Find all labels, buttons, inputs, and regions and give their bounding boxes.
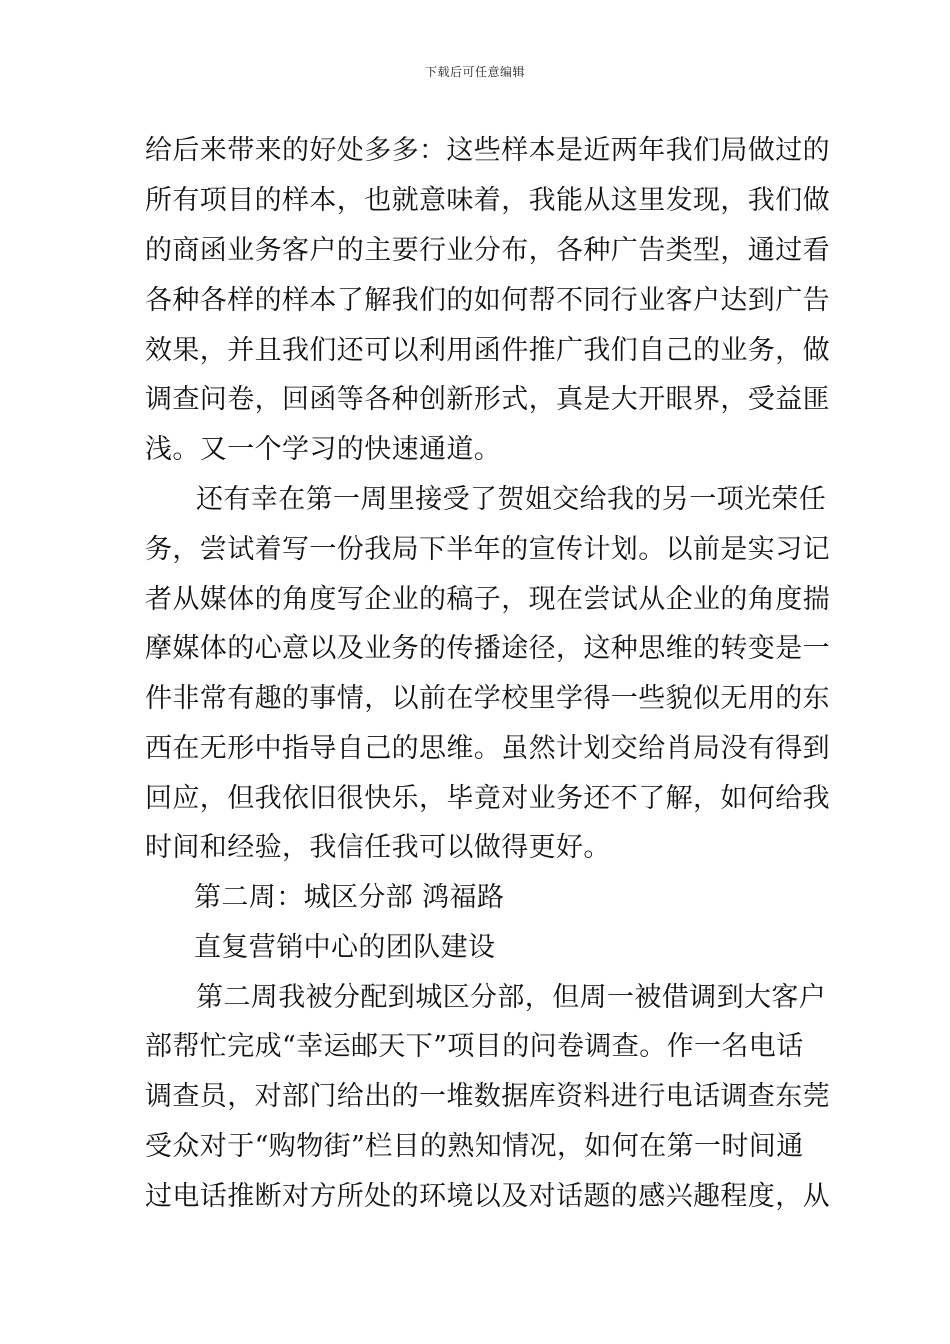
text-line: 回应，但我依旧很快乐，毕竟对业务还不了解，如何给我 [145, 783, 830, 814]
text-line: 受众对于“购物街”栏目的熟知情况，如何在第一时间通 [145, 1131, 804, 1162]
page-header: 下载后可任意编辑 [424, 65, 525, 79]
section-heading-week2: 第二周：城区分部 鸿福路 [194, 882, 505, 913]
text-line: 第二周我被分配到城区分部，但周一被借调到大客户 [196, 982, 827, 1013]
text-line: 务，尝试着写一份我局下半年的宣传计划。以前是实习记 [145, 534, 830, 565]
text-line: 时间和经验，我信任我可以做得更好。 [145, 832, 611, 863]
text-line: 者从媒体的角度写企业的稿子，现在尝试从企业的角度揣 [145, 584, 830, 615]
text-line: 件非常有趣的事情，以前在学校里学得一些貌似无用的东 [145, 683, 830, 714]
section-subheading: 直复营销中心的团队建设 [194, 932, 496, 963]
text-line: 浅。又一个学习的快速通道。 [145, 434, 502, 465]
text-line: 还有幸在第一周里接受了贺姐交给我的另一项光荣任 [196, 484, 827, 515]
text-line: 调查员，对部门给出的一堆数据库资料进行电话调查东莞 [145, 1081, 830, 1112]
text-line: 调查问卷，回函等各种创新形式，真是大开眼界，受益匪 [145, 384, 830, 415]
text-line: 过电话推断对方所处的环境以及对话题的感兴趣程度，从 [145, 1181, 830, 1212]
text-line: 给后来带来的好处多多：这些样本是近两年我们局做过的 [145, 135, 830, 166]
text-line: 部帮忙完成“幸运邮天下”项目的问卷调查。作一名电话 [145, 1031, 804, 1062]
text-line: 各种各样的样本了解我们的如何帮不同行业客户达到广告 [145, 285, 830, 316]
text-line: 西在无形中指导自己的思维。虽然计划交给肖局没有得到 [145, 733, 830, 764]
text-line: 的商函业务客户的主要行业分布，各种广告类型，通过看 [145, 235, 830, 266]
text-line: 所有项目的样本，也就意味着，我能从这里发现，我们做 [145, 185, 830, 216]
text-line: 摩媒体的心意以及业务的传播途径，这种思维的转变是一 [145, 633, 830, 664]
text-line: 效果，并且我们还可以利用函件推广我们自己的业务，做 [145, 335, 830, 366]
